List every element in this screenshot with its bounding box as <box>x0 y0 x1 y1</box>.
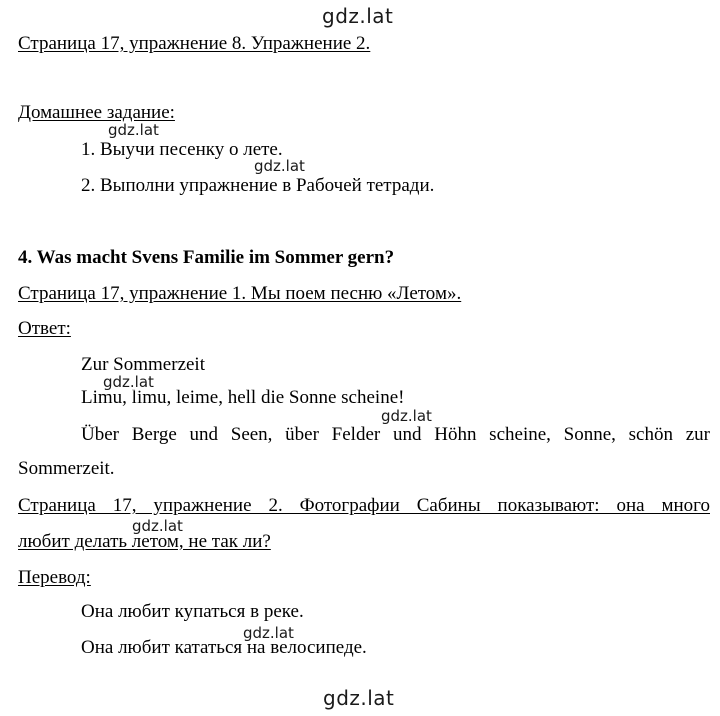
section-heading: 4. Was macht Svens Familie im Sommer gern? <box>18 247 395 268</box>
task-1-reference: Страница 17, упражнение 1. Мы поем песню «Летом». <box>18 283 462 304</box>
song-line: Zur Sommerzeit <box>81 354 205 375</box>
watermark-inline: gdz.lat <box>254 157 305 175</box>
task-2-reference-line-1: Страница 17, упражнение 2. Фотографии Сабины показывают: она много <box>18 495 710 516</box>
translation-line: Она любит купаться в реке. <box>81 601 304 622</box>
answer-label: Ответ: <box>18 318 71 339</box>
homework-item: 2. Выполни упражнение в Рабочей тетради. <box>81 175 435 196</box>
song-line: Limu, limu, leime, hell die Sonne scheine! <box>81 387 405 408</box>
task-reference: Страница 17, упражнение 8. Упражнение 2. <box>18 33 371 54</box>
task-2-reference-line-2: любит делать летом, не так ли? <box>18 531 271 552</box>
watermark-inline: gdz.lat <box>103 373 154 391</box>
watermark-inline: gdz.lat <box>108 121 159 139</box>
song-line: Über Berge und Seen, über Felder und Höhn scheine, Sonne, schön zur <box>81 424 710 445</box>
homework-label: Домашнее задание: <box>18 102 175 123</box>
translation-line: Она любит кататься на велосипеде. <box>81 637 367 658</box>
watermark-inline: gdz.lat <box>381 407 432 425</box>
translation-label: Перевод: <box>18 567 91 588</box>
homework-item: 1. Выучи песенку о лете. <box>81 139 283 160</box>
watermark-top: gdz.lat <box>322 4 394 28</box>
song-line: Sommerzeit. <box>18 458 115 479</box>
watermark-inline: gdz.lat <box>132 517 183 535</box>
watermark-inline: gdz.lat <box>243 624 294 642</box>
watermark-bottom: gdz.lat <box>323 686 395 710</box>
